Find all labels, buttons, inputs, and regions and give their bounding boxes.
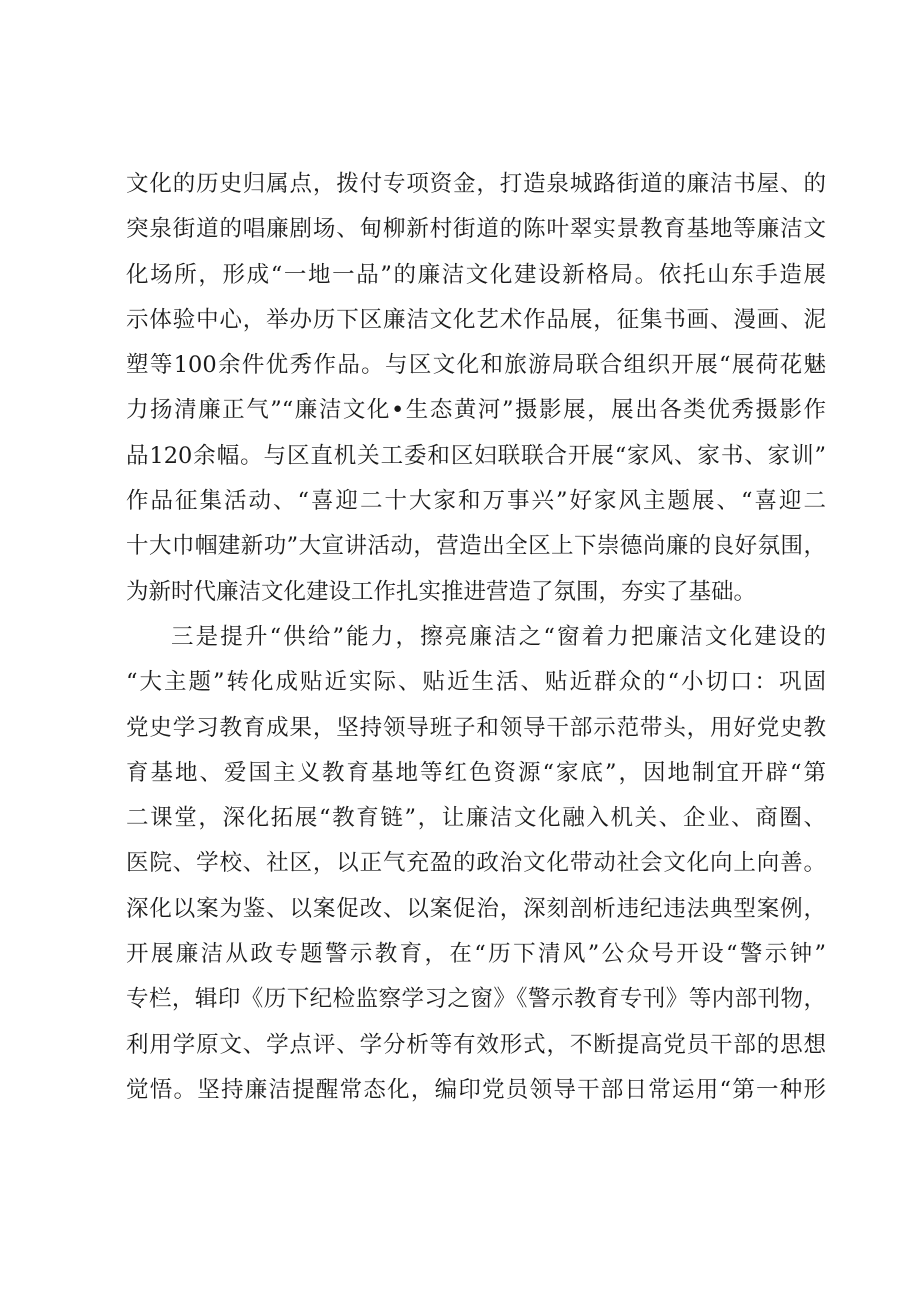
text-line: “大主题”转化成贴近实际、贴近生活、贴近群众的“小切口：巩固: [126, 669, 826, 696]
text-line: 育基地、爱国主义教育基地等红色资源“家底”，因地制宜开辟“第: [126, 759, 826, 786]
text-line: 三是提升“供给”能力，擦亮廉洁之“窗着力把廉洁文化建设的: [171, 623, 826, 650]
text-line: 突泉街道的唱廉剧场、甸柳新村街道的陈叶翠实景教育基地等廉洁文: [126, 216, 826, 243]
text-line: 二课堂，深化拓展“教育链”，让廉洁文化融入机关、企业、商圈、: [126, 805, 826, 832]
text-line: 医院、学校、社区，以正气充盈的政治文化带动社会文化向上向善。: [126, 850, 826, 877]
text-line: 塑等100余件优秀作品。与区文化和旅游局联合组织开展“展荷花魅: [126, 352, 826, 379]
text-line: 深化以案为鉴、以案促改、以案促治，深刻剖析违纪违法典型案例，: [126, 895, 826, 922]
text-line: 专栏，辑印《历下纪检监察学习之窗》《警示教育专刊》等内部刊物，: [126, 986, 826, 1013]
text-line: 力扬清廉正气”“廉洁文化•生态黄河”摄影展，展出各类优秀摄影作: [126, 397, 826, 424]
paragraph: [126, 615, 826, 1113]
body-text: [126, 162, 826, 1113]
text-line: 为新时代廉洁文化建设工作扎实推进营造了氛围，夯实了基础。: [126, 578, 757, 605]
text-line: 作品征集活动、“喜迎二十大家和万事兴”好家风主题展、“喜迎二: [126, 488, 826, 515]
text-line: 十大巾帼建新功”大宣讲活动，营造出全区上下崇德尚廉的良好氛围，: [126, 533, 826, 560]
text-line: 示体验中心，举办历下区廉洁文化艺术作品展，征集书画、漫画、泥: [126, 306, 826, 333]
text-line: 觉悟。坚持廉洁提醒常态化，编印党员领导干部日常运用“第一种形: [126, 1076, 826, 1103]
text-line: 品120余幅。与区直机关工委和区妇联联合开展“家风、家书、家训”: [126, 442, 826, 469]
text-line: 化场所，形成“一地一品”的廉洁文化建设新格局。依托山东手造展: [126, 261, 826, 288]
text-line: 利用学原文、学点评、学分析等有效形式，不断提高党员干部的思想: [126, 1031, 826, 1058]
text-line: 开展廉洁从政专题警示教育，在“历下清风”公众号开设“警示钟”: [126, 941, 826, 968]
text-line: 文化的历史归属点，拨付专项资金，打造泉城路街道的廉洁书屋、的: [126, 171, 826, 197]
paragraph: [126, 162, 826, 615]
text-line: 党史学习教育成果，坚持领导班子和领导干部示范带头，用好党史教: [126, 714, 826, 741]
